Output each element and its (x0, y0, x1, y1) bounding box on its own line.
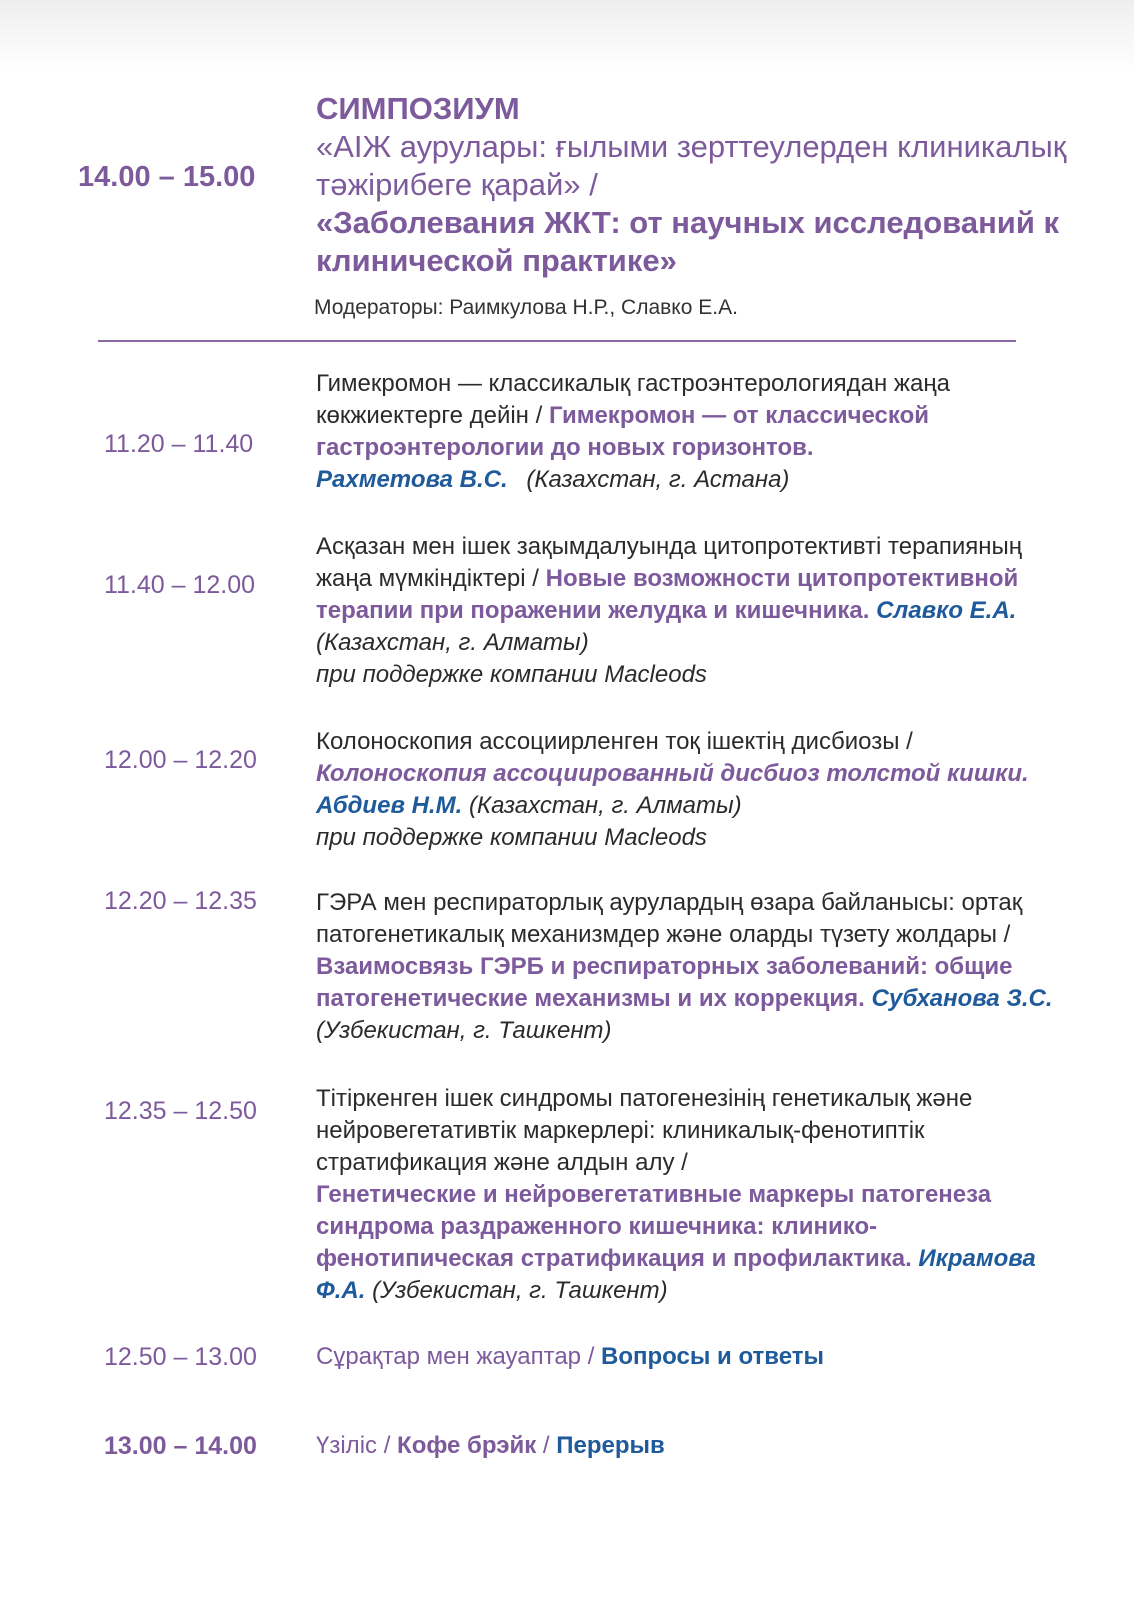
symposium-header (316, 90, 1096, 280)
symposium-title-kz: «АІЖ аурулары: ғылыми зерттеулерден клиникалық тәжірибеге қарай» / (316, 129, 1067, 202)
top-shadow (0, 0, 1134, 70)
talk-title-ru: Генетические и нейровегетативные маркеры патогенеза синдрома раздраженного кишечника: клинико-фенотипическая стратификация и профилактика. (316, 1181, 992, 1272)
break-label-kz: Үзіліс (316, 1432, 378, 1459)
talk-title-ru: Новые возможности цитопротективной терапии при поражении желудка и кишечника. (316, 565, 1019, 624)
talk-title-kz: Гимекромон — классикалық гастроэнтерологиядан жаңа көкжиектерге дейін / (316, 370, 950, 429)
talk-item (316, 1083, 1056, 1307)
moderators: Модераторы: Раимкулова Н.Р., Славко Е.А. (314, 296, 738, 319)
speaker-location: (Казахстан, г. Астана) (526, 466, 790, 493)
talk-time: 12.20 – 12.35 (104, 887, 257, 915)
speaker-name: Славко Е.А. (876, 597, 1017, 624)
talk-title-kz: ГЭРА мен респираторлық аурулардың өзара байланысы: ортақ патогенетикалық механизмдер және оларды түзету жолдары / (316, 889, 1023, 948)
speaker-name: Абдиев Н.М. (316, 792, 463, 819)
qa-label-kz: Сұрақтар мен жауаптар (316, 1343, 582, 1370)
talk-title-ru: Гимекромон — от классической гастроэнтерологии до новых горизонтов. (316, 402, 929, 461)
sponsor-note: при поддержке компании Macleods (316, 661, 707, 688)
separator: / (542, 1432, 550, 1459)
talk-time: 12.00 – 12.20 (104, 746, 257, 774)
talk-item (316, 726, 1056, 854)
break-time: 13.00 – 14.00 (104, 1432, 257, 1460)
symposium-time: 14.00 – 15.00 (78, 161, 256, 193)
separator: / (383, 1432, 391, 1459)
separator: / (587, 1343, 595, 1370)
divider (98, 340, 1016, 342)
speaker-name: Икрамова Ф.А. (316, 1245, 1036, 1304)
speaker-location: (Казахстан, г. Алматы) (316, 629, 589, 656)
talk-item (316, 368, 1056, 496)
qa-label-ru: Вопросы и ответы (601, 1343, 824, 1370)
talk-title-ru: Взаимосвязь ГЭРБ и респираторных заболеваний: общие патогенетические механизмы и их коррекция. (316, 953, 1013, 1012)
qa-time: 12.50 – 13.00 (104, 1343, 257, 1371)
speaker-location: (Узбекистан, г. Ташкент) (316, 1017, 612, 1044)
talk-item (316, 531, 1056, 691)
symposium-title: СИМПОЗИУМ (316, 91, 520, 126)
talk-title-kz: Колоноскопия ассоциирленген тоқ ішектің дисбиозы / (316, 728, 913, 755)
talk-title-ru: Колоноскопия ассоциированный дисбиоз толстой кишки. (316, 760, 1029, 787)
break-label-ru: Перерыв (556, 1432, 665, 1459)
break-item (316, 1430, 1056, 1462)
speaker-location: (Казахстан, г. Алматы) (468, 792, 742, 819)
talk-time: 11.40 – 12.00 (104, 571, 256, 599)
talk-time: 11.20 – 11.40 (104, 430, 254, 458)
break-label-coffee: Кофе брэйк (397, 1432, 537, 1459)
talk-time: 12.35 – 12.50 (104, 1097, 257, 1125)
talk-title-kz: Асқазан мен ішек зақымдалуында цитопротективті терапияның жаңа мүмкіндіктері / (316, 533, 1022, 592)
qa-item (316, 1341, 1056, 1373)
talk-item (316, 887, 1056, 1047)
speaker-location: (Узбекистан, г. Ташкент) (372, 1277, 668, 1304)
speaker-name: Субханова З.С. (871, 985, 1053, 1012)
symposium-title-ru: «Заболевания ЖКТ: от научных исследований к клинической практике» (316, 205, 1060, 278)
sponsor-note: при поддержке компании Macleods (316, 824, 707, 851)
talk-title-kz: Тітіркенген ішек синдромы патогенезінің генетикалық және нейровегетативтік маркерлері: клиникалық-фенотиптік стратификация және алдын алу / (316, 1085, 973, 1176)
speaker-name: Рахметова В.С. (316, 466, 508, 493)
